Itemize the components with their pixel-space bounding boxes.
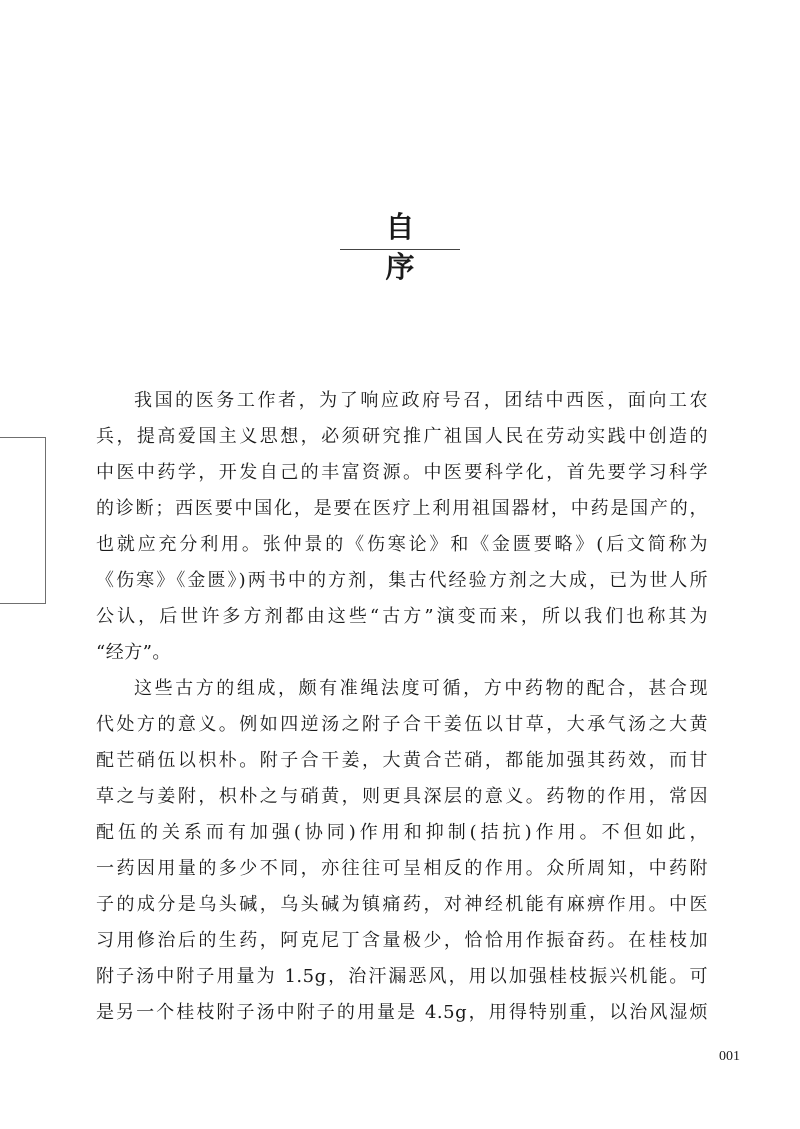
text-line: 草之与姜附，枳朴之与硝黄，则更具深层的意义。药物的作用，常因 <box>96 786 708 807</box>
text-line: 公认，后世许多方剂都由这些“古方”演变而来，所以我们也称其为 <box>96 606 708 627</box>
text-line: 我国的医务工作者，为了响应政府号召，团结中西医，面向工农 <box>134 390 708 411</box>
text-line: 兵，提高爱国主义思想，必须研究推广祖国人民在劳动实践中创造的 <box>96 426 708 447</box>
text-line: 这些古方的组成，颇有准绳法度可循，方中药物的配合，甚合现 <box>134 678 708 699</box>
text-line: 附子汤中附子用量为 1.5g，治汗漏恶风，用以加强桂枝振兴机能。可 <box>96 966 708 987</box>
text-line: 习用修治后的生药，阿克尼丁含量极少，恰恰用作振奋药。在桂枝加 <box>96 930 708 951</box>
text-line: 配芒硝伍以枳朴。附子合干姜，大黄合芒硝，都能加强其药效，而甘 <box>96 750 708 771</box>
paragraph-2 <box>96 671 708 1031</box>
body-text <box>96 383 708 1031</box>
text-line: “经方”。 <box>96 642 171 663</box>
text-line: 代处方的意义。例如四逆汤之附子合干姜伍以甘草，大承气汤之大黄 <box>96 714 708 735</box>
text-line: 也就应充分利用。张仲景的《伤寒论》和《金匮要略》(后文简称为 <box>96 534 708 555</box>
page-number: 001 <box>719 1049 740 1064</box>
text-line: 子的成分是乌头碱，乌头碱为镇痛药，对神经机能有麻痹作用。中医 <box>96 894 708 915</box>
text-line: 配伍的关系而有加强(协同)作用和抑制(拮抗)作用。不但如此， <box>96 822 708 843</box>
page-title: 自 序 <box>385 210 457 284</box>
text-line: 的诊断；西医要中国化，是要在医疗上利用祖国器材，中药是国产的， <box>96 498 708 519</box>
title-underline <box>340 249 460 250</box>
side-tab-marker <box>0 437 46 604</box>
text-line: 中医中药学，开发自己的丰富资源。中医要科学化，首先要学习科学 <box>96 462 708 483</box>
text-line: 是另一个桂枝附子汤中附子的用量是 4.5g，用得特别重，以治风湿烦 <box>96 1002 708 1023</box>
text-line: 一药因用量的多少不同，亦往往可呈相反的作用。众所周知，中药附 <box>96 858 708 879</box>
text-line: 《伤寒》《金匮》)两书中的方剂，集古代经验方剂之大成，已为世人所 <box>96 570 708 591</box>
paragraph-1 <box>96 383 708 671</box>
